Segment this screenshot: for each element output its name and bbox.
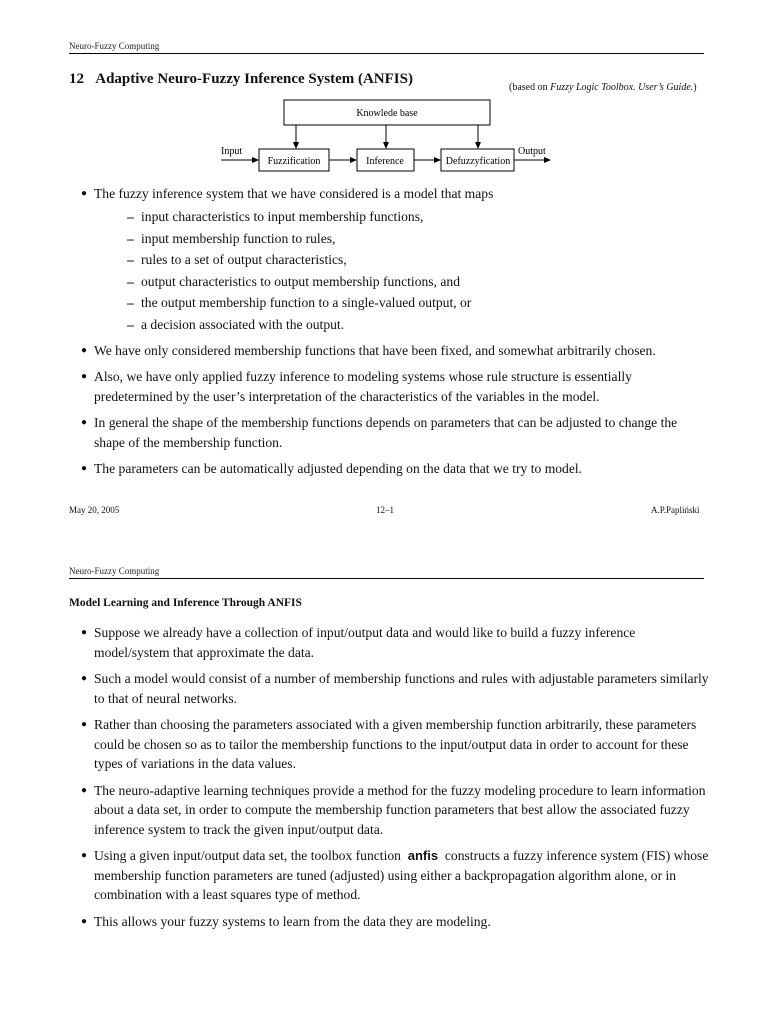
header-rule [69, 53, 704, 54]
list-item: – a decision associated with the output. [127, 316, 345, 332]
bullet-text: The fuzzy inference system that we have considered is a model that maps [94, 186, 494, 201]
list-item: – input characteristics to input membership functions, [127, 209, 424, 224]
bullet-text: The parameters can be automatically adjusted depending on the data that we try to model. [94, 460, 583, 476]
list-item: – input membership function to rules, [127, 230, 336, 246]
fis-block-diagram [0, 95, 768, 180]
list-item: ● This allows your fuzzy systems to learn from the data they are modeling. [81, 913, 491, 929]
credit-suffix: ) [693, 82, 697, 93]
knowledge-base-label: Knowlede base [356, 108, 418, 119]
list-item: – rules to a set of output characteristics, [127, 252, 347, 268]
running-head: Neuro-Fuzzy Computing [69, 41, 160, 51]
sub-item-text: rules to a set of output characteristics, [141, 252, 347, 268]
output-label: Output [518, 146, 546, 157]
page2-bullet-list [69, 623, 709, 931]
list-item: ● Rather than choosing the parameters associated with a given membership function arbitrarily, these parameters could be chosen so as to tailor the membership functions to the input/output data in order to account for these types of variations in the data values. [81, 717, 697, 771]
bullet-text: In general the shape of the membership functions depends on parameters that can be adjusted to change the shape of the membership function. [94, 414, 678, 450]
list-item: ● We have only considered membership functions that have been fixed, and somewhat arbitrarily chosen. [81, 342, 656, 358]
bullet-text: Rather than choosing the parameters associated with a given membership function arbitrarily, these parameters could be chosen so as to tailor the membership functions to the input/output data in order to account for these types of variations in the data values. [94, 717, 697, 771]
list-item: ● Suppose we already have a collection of input/output data and would like to build a fuzzy inference model/system that approximate the data. [81, 625, 636, 660]
bullet-text: Using a given input/output data set, the toolbox function [94, 848, 401, 863]
sub-item-text: output characteristics to output membership functions, and [141, 273, 461, 289]
anfis-keyword: anfis [407, 848, 439, 863]
section-title [69, 71, 413, 88]
footer-author: A.P.Papliński [651, 505, 700, 515]
list-item: ● Such a model would consist of a number of membership functions and rules with adjustable parameters similarly to that of neural networks. [81, 671, 709, 706]
list-item: – the output membership function to a single-valued output, or [127, 295, 472, 311]
sub-item-text: input characteristics to input membership functions, [141, 209, 424, 224]
bullet-text: Such a model would consist of a number of membership functions and rules with adjustable parameters similarly to that of neural networks. [94, 671, 709, 706]
section-title-text: Adaptive Neuro-Fuzzy Inference System (ANFIS) [95, 71, 413, 87]
mapping-sublist [94, 206, 709, 336]
bullet-text: We have only considered membership functions that have been fixed, and somewhat arbitrarily chosen. [94, 342, 656, 358]
sub-item-text: a decision associated with the output. [141, 316, 345, 332]
bullet-text: This allows your fuzzy systems to learn from the data they are modeling. [94, 913, 491, 929]
credit-prefix: (based on [509, 82, 551, 93]
fuzzification-label: Fuzzification [267, 156, 321, 167]
header-rule [69, 578, 704, 579]
bullet-text: Also, we have only applied fuzzy inference to modeling systems whose rule structure is essentially predetermined by the user’s interpretation of the characteristics of the variables in the model. [94, 368, 632, 404]
source-credit [509, 82, 697, 93]
defuzzification-label: Defuzzyfication [445, 156, 511, 167]
list-item: ● Also, we have only applied fuzzy inference to modeling systems whose rule structure is essentially predetermined by the user’s interpretation of the characteristics of the variables in the model. [81, 368, 632, 404]
bullet-text: Suppose we already have a collection of input/output data and would like to build a fuzzy inference model/system that approximate the data. [94, 625, 636, 660]
list-item: ● The neuro-adaptive learning techniques provide a method for the fuzzy modeling procedure to learn information about a data set, in order to compute the membership function parameters that best allow the associated fuzzy inference system to track the given input/output data. [81, 782, 706, 837]
bullet-text: The neuro-adaptive learning techniques provide a method for the fuzzy modeling procedure to learn information about a data set, in order to compute the membership function parameters that best allow the associated fuzzy inference system to track the given input/output data. [94, 782, 706, 837]
section-number: 12 [69, 71, 84, 87]
page2-heading: Model Learning and Inference Through ANFIS [69, 597, 302, 609]
list-item: ● Using a given input/output data set, the toolbox function anfis constructs a fuzzy inference system (FIS) whose membership function parameters are tuned (adjusted) using either a backpropagation algorithm alone, or in combination with a least squares type of method. [81, 848, 709, 902]
bullet-text: constructs a fuzzy inference system (FIS) whose membership function parameters are tuned (adjusted) using either a backpropagation algorithm alone, or in combination with a least squares type of method. [94, 848, 709, 902]
footer-date: May 20, 2005 [69, 505, 120, 515]
running-head: Neuro-Fuzzy Computing [69, 566, 160, 576]
input-label: Input [221, 146, 243, 157]
sub-item-text: input membership function to rules, [141, 230, 336, 246]
list-item: ● In general the shape of the membership functions depends on parameters that can be adjusted to change the shape of the membership function. [81, 414, 678, 450]
sub-item-text: the output membership function to a single-valued output, or [141, 295, 472, 311]
credit-source: Fuzzy Logic Toolbox. User’s Guide. [550, 82, 694, 93]
page1-bullet-list [69, 184, 709, 479]
list-item: ● The fuzzy inference system that we have considered is a model that maps – input characteristics to input membership functions, – input membership function to rules, – rules to a set of output characteristics, – output characteristics to output membership functions, and – the output membership function to a single-valued output, or – a decision associated with the output. [69, 184, 709, 336]
footer-page-number: 12–1 [376, 505, 394, 515]
list-item: – output characteristics to output membership functions, and [127, 273, 461, 289]
list-item: ● The parameters can be automatically adjusted depending on the data that we try to model. [81, 460, 583, 476]
inference-label: Inference [366, 156, 404, 167]
